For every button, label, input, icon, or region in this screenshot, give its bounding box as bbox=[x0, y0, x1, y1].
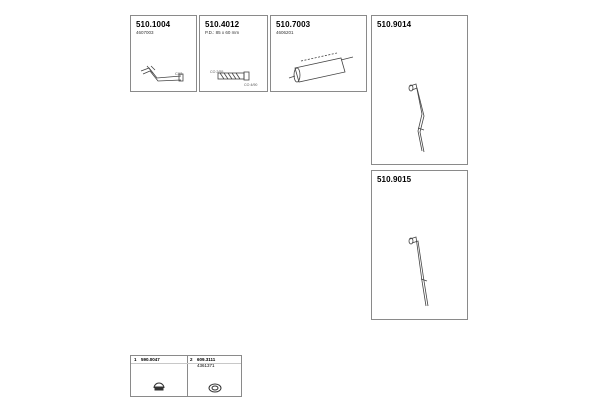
accessory-part-number: 609.3111 bbox=[197, 357, 216, 362]
accessory-index: 1 bbox=[134, 357, 137, 362]
accessories-table bbox=[130, 355, 242, 397]
tail-pipe-drawing bbox=[372, 16, 469, 166]
front-pipe-drawing bbox=[131, 16, 198, 93]
pipe-callout: C02 bbox=[175, 71, 183, 76]
flex-pipe-drawing bbox=[200, 16, 269, 93]
clamp-callout-b: CO 4/90 bbox=[244, 83, 258, 87]
part-number: 510.7003 bbox=[276, 20, 311, 29]
accessory-part-number: 590.0047 bbox=[141, 357, 160, 362]
accessory-item-2[interactable] bbox=[187, 356, 243, 396]
part-card-510-4012[interactable] bbox=[199, 15, 268, 92]
accessory-index: 2 bbox=[190, 357, 193, 362]
part-card-510-9015[interactable] bbox=[371, 170, 468, 320]
clamp-drawing bbox=[131, 356, 187, 398]
clamp-callout-a: CO 2/55 bbox=[210, 70, 224, 74]
muffler-drawing bbox=[271, 16, 368, 93]
oem-reference: 4607003 bbox=[136, 30, 154, 35]
tail-pipe-drawing bbox=[372, 171, 469, 321]
part-number: 510.9014 bbox=[377, 20, 412, 29]
gasket-drawing bbox=[187, 356, 243, 398]
part-number: 510.4012 bbox=[205, 20, 240, 29]
pipe-dimensions: P.D.: 85 x 60 mm bbox=[205, 30, 240, 35]
part-card-510-9014[interactable] bbox=[371, 15, 468, 165]
accessory-item-1[interactable] bbox=[131, 356, 187, 396]
oem-reference: 4606201 bbox=[276, 30, 294, 35]
part-number: 510.9015 bbox=[377, 175, 412, 184]
part-card-510-1004[interactable] bbox=[130, 15, 197, 92]
part-card-510-7003[interactable] bbox=[270, 15, 367, 92]
part-number: 510.1004 bbox=[136, 20, 171, 29]
accessory-oem-reference: 4361371 bbox=[197, 363, 215, 368]
